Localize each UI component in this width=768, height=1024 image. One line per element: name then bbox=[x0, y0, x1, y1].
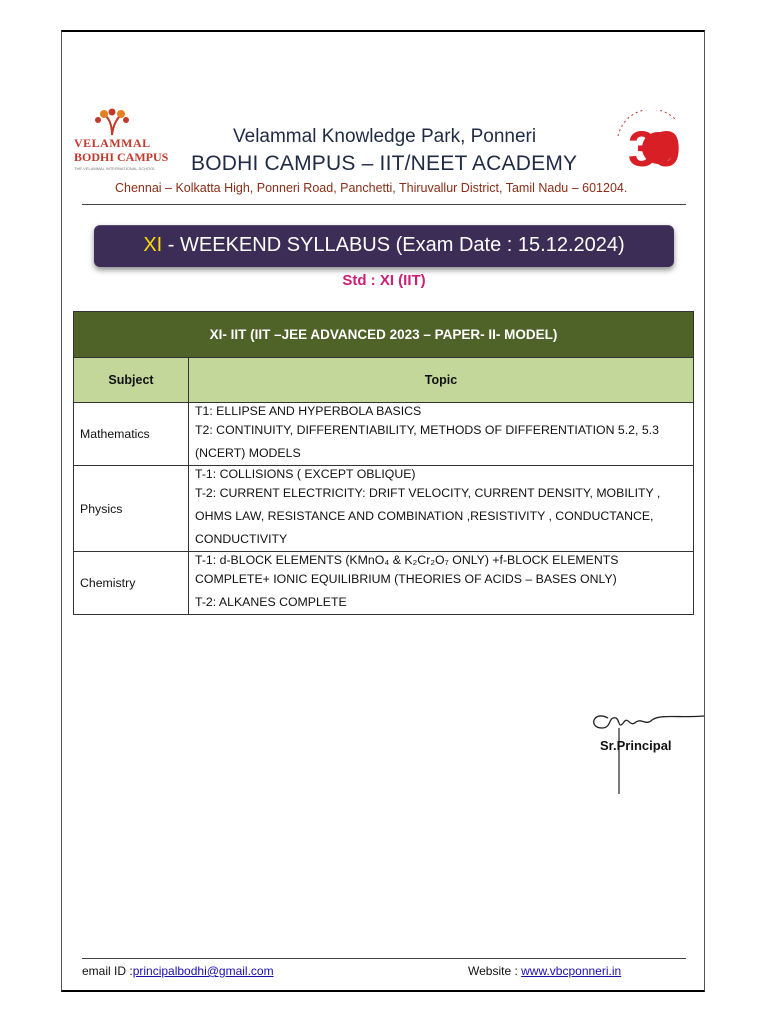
topic-line: T-2: ALKANES COMPLETE bbox=[195, 595, 347, 609]
topic-line: T-1: d-BLOCK ELEMENTS (KMnO₄ & K₂Cr₂O₇ ONLY) +f-BLOCK ELEMENTS bbox=[195, 553, 619, 567]
email-link[interactable]: principalbodhi@gmail.com bbox=[132, 964, 274, 978]
footer-email bbox=[82, 964, 274, 978]
topic-line: T-1: COLLISIONS ( EXCEPT OBLIQUE) bbox=[195, 467, 416, 481]
tree-icon bbox=[92, 108, 132, 136]
banner-rest: - WEEKEND SYLLABUS (Exam Date : 15.12.2024) bbox=[162, 234, 625, 256]
subject-cell: Chemistry bbox=[74, 552, 189, 615]
banner-grade: XI bbox=[143, 234, 163, 256]
table-row bbox=[74, 552, 694, 615]
academy-name: BODHI CAMPUS – IIT/NEET ACADEMY bbox=[191, 152, 578, 175]
website-link[interactable]: www.vbcponneri.in bbox=[521, 964, 622, 978]
logo-tagline: THE VELAMMAL INTERNATIONAL SCHOOL bbox=[74, 166, 156, 171]
syllabus-banner bbox=[94, 225, 674, 267]
logo-line2: BODHI CAMPUS bbox=[74, 150, 169, 164]
website-label: Website : bbox=[468, 964, 522, 978]
topic-line: (NCERT) MODELS bbox=[195, 446, 301, 460]
topic-line: T2: CONTINUITY, DIFFERENTIABILITY, METHODS OF DIFFERENTIATION 5.2, 5.3 bbox=[195, 423, 659, 437]
subject-cell: Mathematics bbox=[74, 403, 189, 466]
topic-line: T1: ELLIPSE AND HYPERBOLA BASICS bbox=[195, 404, 422, 418]
institution-name: Velammal Knowledge Park, Ponneri bbox=[233, 126, 537, 147]
header-divider bbox=[82, 204, 686, 205]
col-subject: Subject bbox=[74, 358, 189, 403]
signature-title: Sr.Principal bbox=[600, 738, 672, 753]
footer-divider bbox=[82, 958, 686, 959]
anniversary-logo bbox=[612, 110, 690, 180]
topic-line: COMPLETE+ IONIC EQUILIBRIUM (THEORIES OF ACIDS – BASES ONLY) bbox=[195, 572, 617, 586]
table-title: XI- IIT (IIT –JEE ADVANCED 2023 – PAPER- II- MODEL) bbox=[74, 312, 694, 358]
velammal-bodhi-logo bbox=[74, 108, 169, 180]
subject-cell: Physics bbox=[74, 466, 189, 552]
col-topic: Topic bbox=[189, 358, 694, 403]
syllabus-table bbox=[73, 311, 694, 615]
address: Chennai – Kolkatta High, Ponneri Road, Panchetti, Thiruvallur District, Tamil Nadu – 601204. bbox=[115, 181, 628, 195]
table-header-row bbox=[74, 358, 694, 403]
email-label: email ID : bbox=[82, 964, 133, 978]
topic-cell bbox=[189, 403, 694, 466]
topic-line: CONDUCTIVITY bbox=[195, 532, 288, 546]
footer-website bbox=[468, 964, 621, 978]
std-label: Std : XI (IIT) bbox=[342, 272, 426, 289]
topic-line: OHMS LAW, RESISTANCE AND COMBINATION ,RESISTIVITY , CONDUCTANCE, bbox=[195, 509, 654, 523]
table-title-row bbox=[74, 312, 694, 358]
topic-cell bbox=[189, 466, 694, 552]
anniversary-number: 39 bbox=[628, 121, 678, 177]
table-row bbox=[74, 403, 694, 466]
table-row bbox=[74, 466, 694, 552]
logo-line1: VELAMMAL bbox=[74, 136, 151, 150]
topic-line: T-2: CURRENT ELECTRICITY: DRIFT VELOCITY, CURRENT DENSITY, MOBILITY , bbox=[195, 486, 661, 500]
topic-cell bbox=[189, 552, 694, 615]
banner-title bbox=[94, 234, 674, 257]
